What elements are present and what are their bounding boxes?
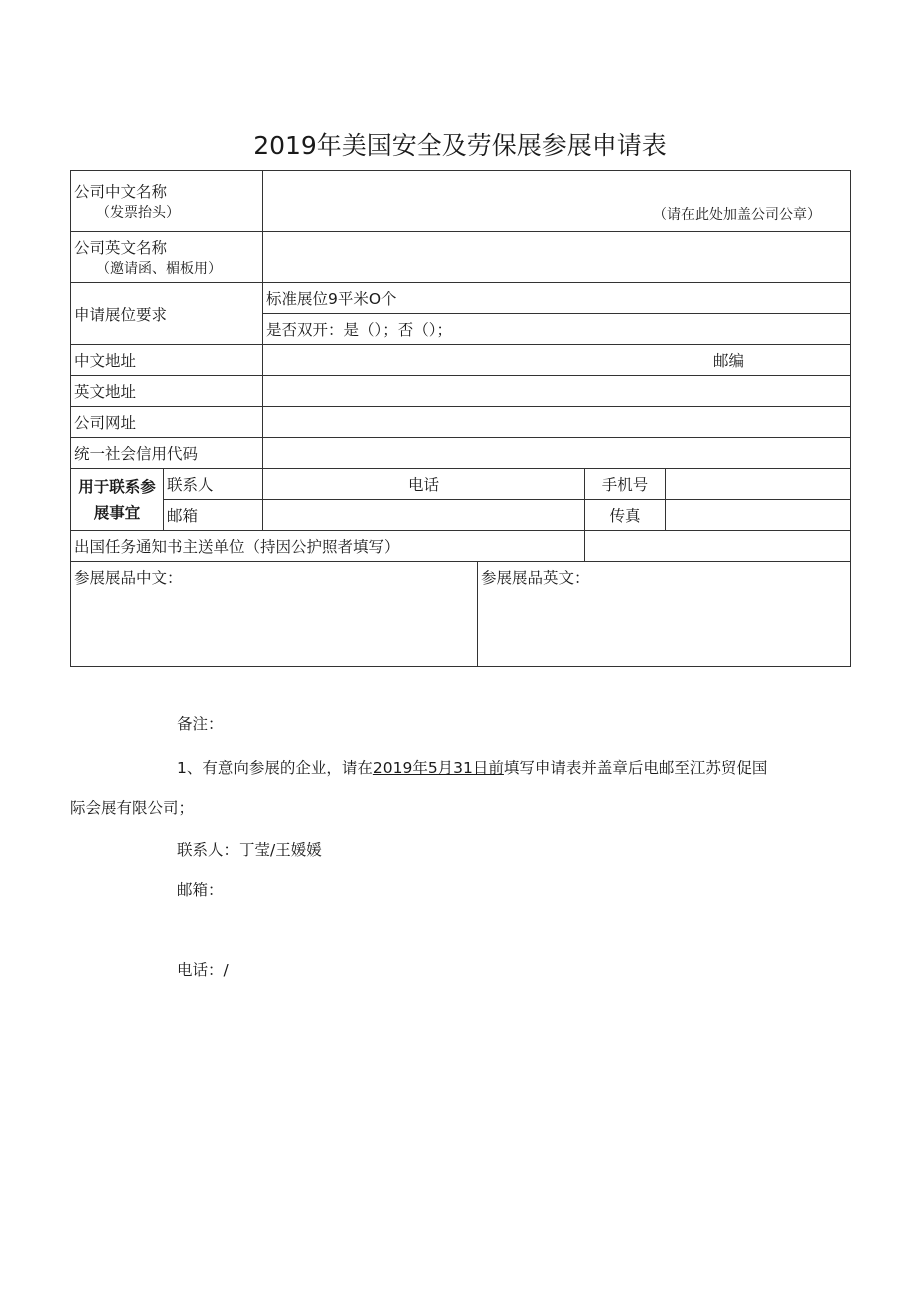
notes-item1-suffix: 填写申请表并盖章后电邮至江苏贸促国 — [503, 759, 768, 777]
website-label: 公司网址 — [71, 407, 263, 438]
application-form — [70, 170, 851, 667]
en-name-label: 公司英文名称 — [74, 239, 168, 257]
en-address-field[interactable] — [263, 376, 851, 407]
booth-label: 申请展位要求 — [71, 283, 263, 345]
exhibits-cn-label: 参展展品中文： — [74, 569, 183, 587]
en-name-label-cell — [71, 232, 263, 283]
cn-name-field[interactable] — [263, 171, 851, 232]
send-unit-field[interactable] — [585, 531, 851, 562]
website-field[interactable] — [263, 407, 851, 438]
notes-item1 — [70, 756, 850, 778]
credit-code-field[interactable] — [263, 438, 851, 469]
notes-contact: 联系人：丁莹/王媛媛 — [177, 841, 322, 859]
contact-group-line1: 用于联系参 — [78, 477, 156, 496]
cn-address-label: 中文地址 — [71, 345, 263, 376]
fax-field[interactable] — [666, 500, 851, 531]
notes-item1-date: 2019年5月31日前 — [372, 759, 504, 777]
cn-name-sub: （发票抬头） — [96, 205, 180, 221]
exhibits-en-field[interactable] — [478, 562, 851, 667]
notes-phone: 电话：/ — [177, 961, 229, 979]
email-label: 邮箱 — [164, 500, 263, 531]
en-name-sub: （邀请函、楣板用） — [96, 261, 222, 277]
notes-section — [70, 712, 850, 980]
credit-code-label: 统一社会信用代码 — [71, 438, 263, 469]
send-unit-label: 出国任务通知书主送单位（持因公护照者填写） — [71, 531, 585, 562]
email-field[interactable] — [263, 500, 585, 531]
cn-address-field[interactable] — [263, 345, 851, 376]
mobile-label: 手机号 — [585, 469, 666, 500]
seal-hint: （请在此处加盖公司公章） — [653, 207, 821, 223]
fax-label: 传真 — [585, 500, 666, 531]
exhibits-en-label: 参展展品英文： — [481, 569, 590, 587]
en-name-field[interactable] — [263, 232, 851, 283]
phone-label: 电话 — [263, 469, 585, 500]
postcode-label: 邮编 — [713, 352, 745, 370]
booth-double[interactable]: 是否双开：是（）；否（）； — [263, 314, 851, 345]
notes-item1-cont: 际会展有限公司； — [70, 799, 195, 817]
contact-group-line2: 展事宜 — [93, 503, 141, 522]
page-title: 2019年美国安全及劳保展参展申请表 — [253, 131, 667, 160]
mobile-field[interactable] — [666, 469, 851, 500]
cn-name-label: 公司中文名称 — [74, 183, 168, 201]
contact-group-label — [71, 469, 164, 531]
notes-heading: 备注： — [177, 715, 224, 733]
notes-item1-prefix: 1、有意向参展的企业，请在 — [177, 759, 373, 777]
contact-person-label: 联系人 — [164, 469, 263, 500]
cn-name-label-cell — [71, 171, 263, 232]
en-address-label: 英文地址 — [71, 376, 263, 407]
notes-email: 邮箱： — [177, 881, 224, 899]
exhibits-cn-field[interactable] — [71, 562, 478, 667]
booth-standard[interactable]: 标准展位9平米O个 — [263, 283, 851, 314]
